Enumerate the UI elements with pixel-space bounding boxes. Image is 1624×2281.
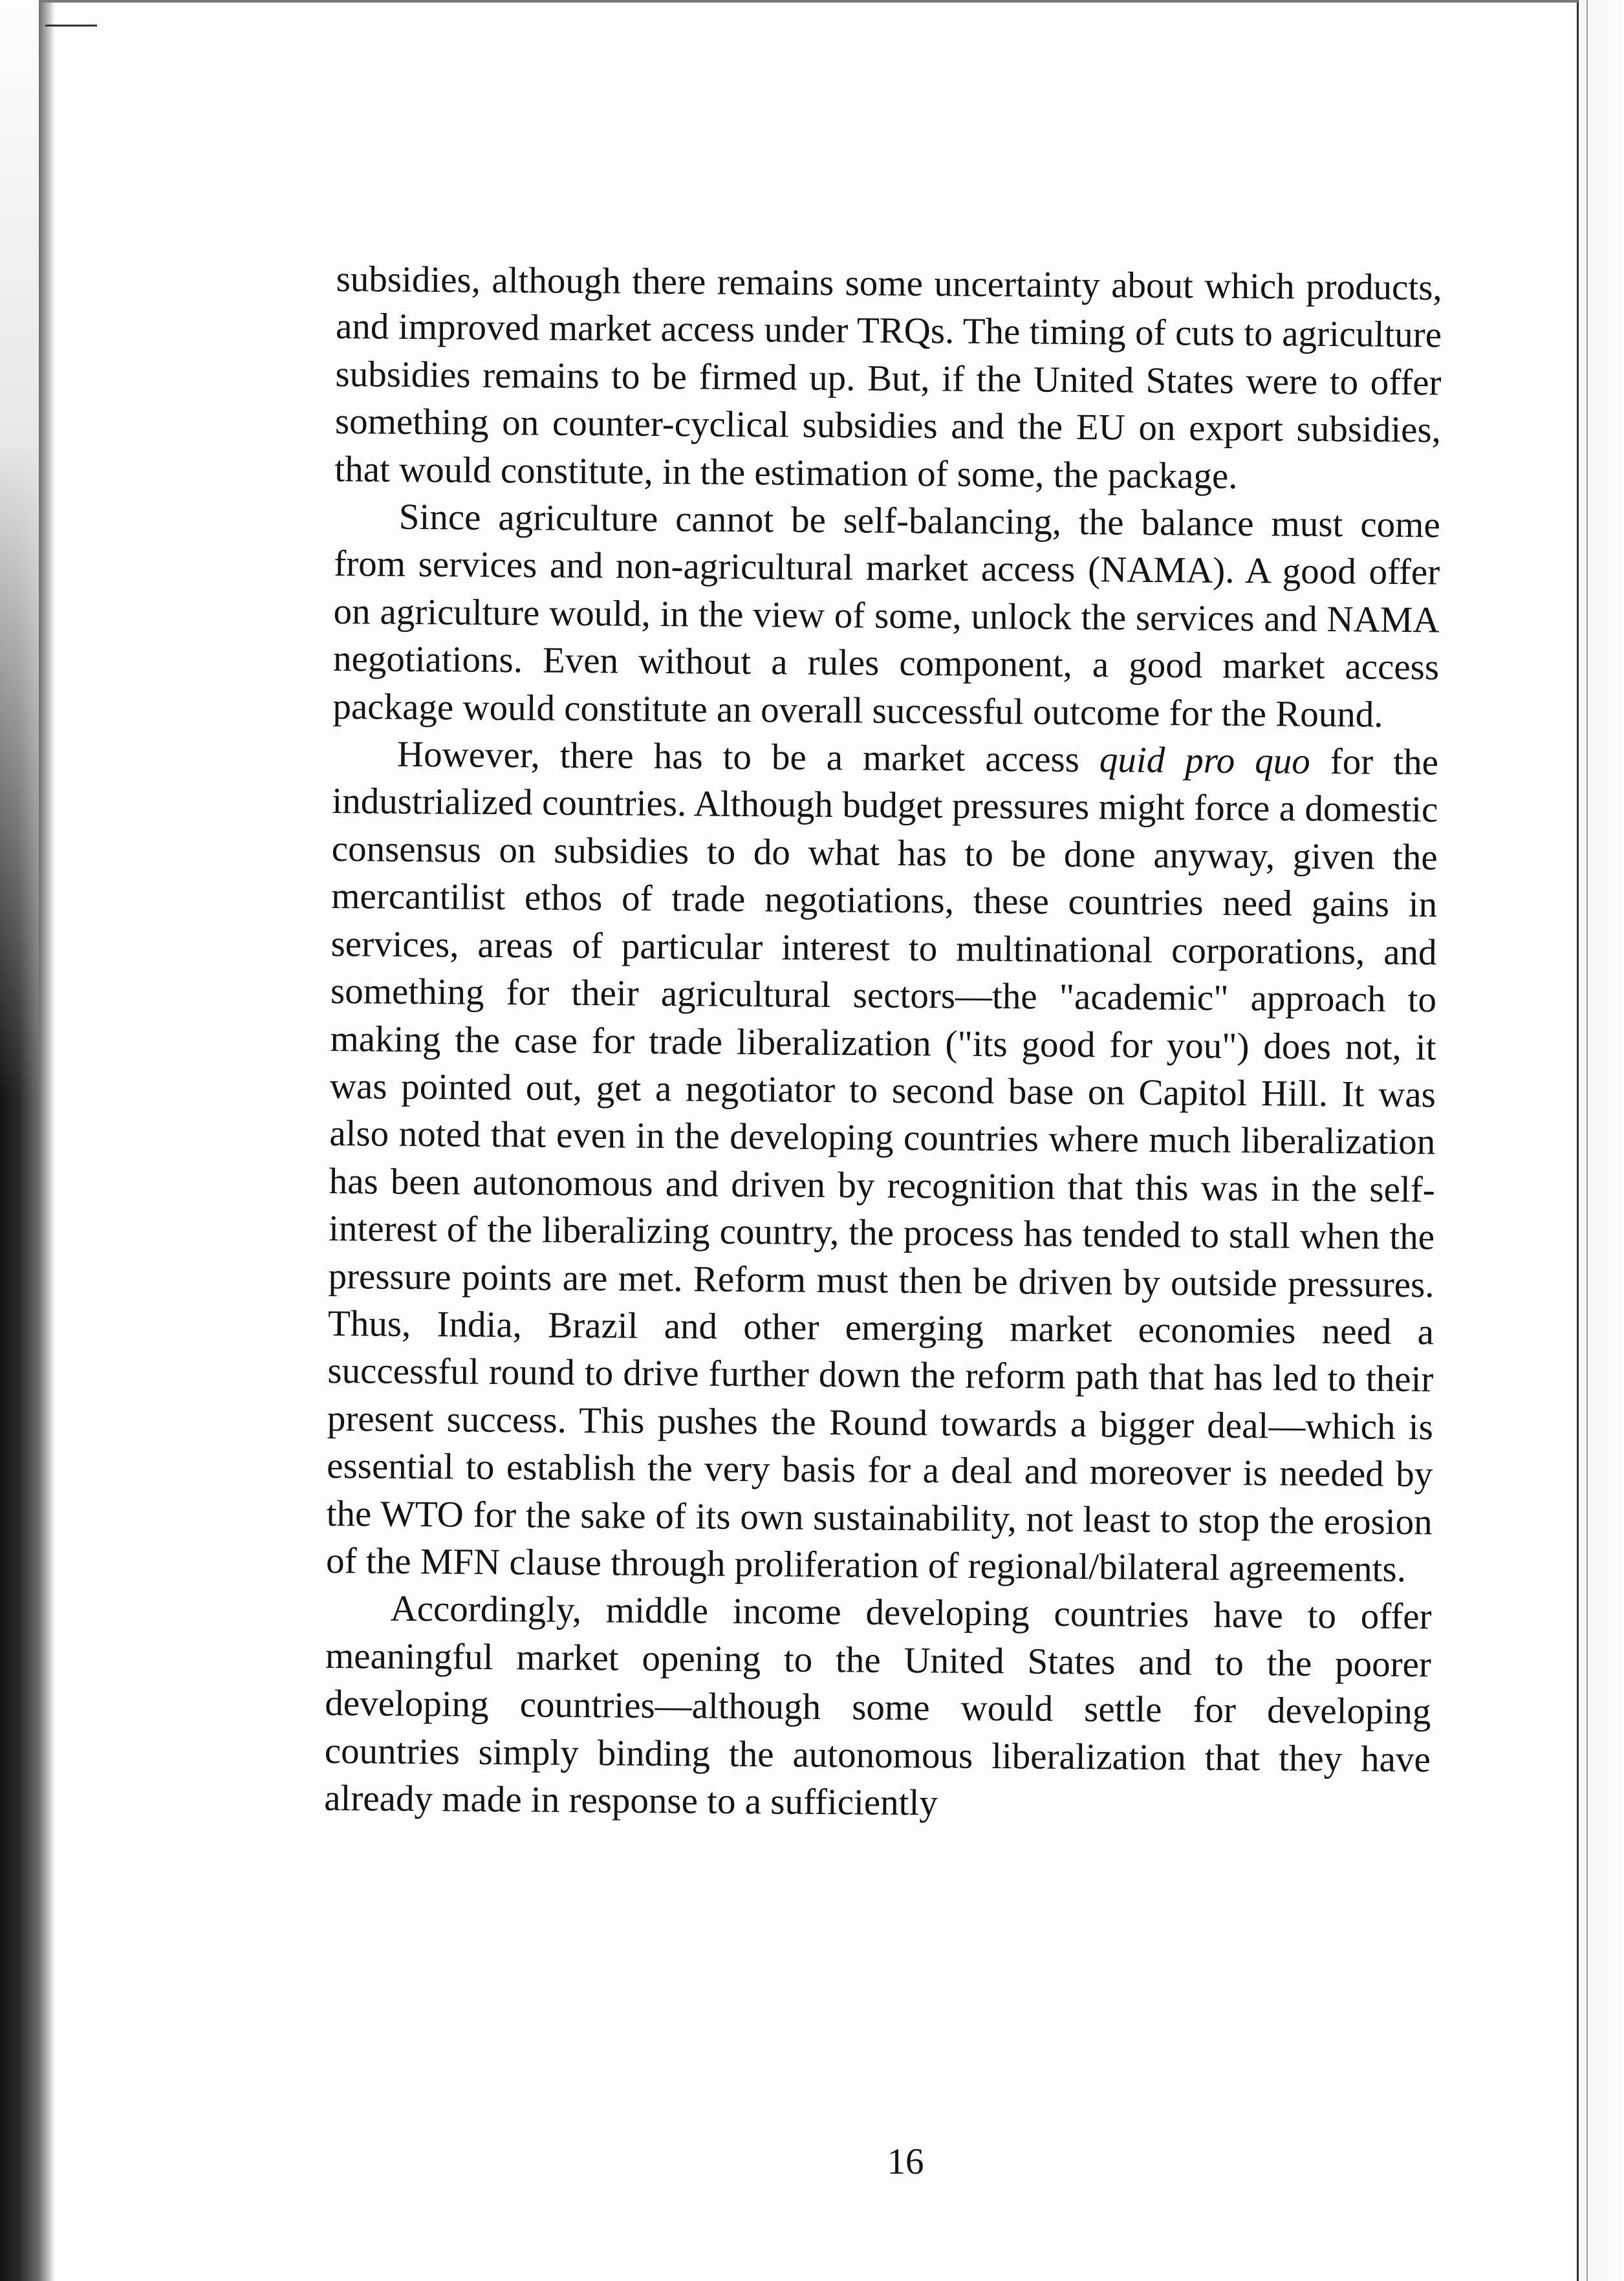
paragraph-3 xyxy=(326,730,1438,1594)
body-text xyxy=(324,255,1442,1831)
paragraph-4: Accordingly, middle income developing countries have to offer meaningful market opening to the United States and to the poorer developing countries—although some would settle for developing countries simply binding the autonomous liberalization that they have already made in response to a sufficiently xyxy=(324,1588,1432,1824)
paragraph-3-italic-phrase: quid pro quo xyxy=(1099,739,1311,782)
page-number: 16 xyxy=(887,2141,924,2182)
scanner-shadow-right xyxy=(1577,0,1624,2281)
paragraph-3-start: However, there has to be a market access xyxy=(396,733,1100,781)
paragraph-1: subsidies, although there remains some uncertainty about which products, and improved market access under TRQs. The timing of cuts to agriculture subsidies remains to be firmed up. But, if the United States were to offer something on counter-cyclical subsidies and the EU on export subsidies, that would constitute, in the estimation of some, the package. xyxy=(334,258,1442,497)
paragraph-3-rest: for the industrialized countries. Although budget pressures might force a domestic consensus on subsidies to do what has to be done anyway, given the mercantilist ethos of trade negotiations, these countries need gains in services, areas of particular interest to multinational corporations, and something for their agricultural sectors—the "academic" approach to making the case for trade liberalization ("its good for you") does not, it was pointed out, get a negotiator to second base on Capitol Hill. It was also noted that even in the developing countries where much liberalization has been autonomous and driven by recognition that this was in the self-interest of the liberalizing country, the process has tended to stall when the pressure points are met. Reform must then be driven by outside pressures. Thus, India, Brazil and other emerging market economies need a successful round to drive further down the reform path that has led to their present success. This pushes the Round towards a bigger deal—which is essential to establish the very basis for a deal and moreover is needed by the WTO for the sake of its own sustainability, not least to stop the erosion of the MFN clause through proliferation of regional/bilateral agreements. xyxy=(325,741,1439,1590)
corner-mark xyxy=(45,25,97,27)
paragraph-2: Since agriculture cannot be self-balancing, the balance must come from services and non-agricultural market access (NAMA). A good offer on agriculture would, in the view of some, unlock the services and NAMA negotiations. Even without a rules component, a good market access package would constitute an overall successful outcome for the Round. xyxy=(332,496,1441,735)
scanner-shadow-left xyxy=(0,0,55,2281)
scanner-edge-top xyxy=(39,0,1578,3)
